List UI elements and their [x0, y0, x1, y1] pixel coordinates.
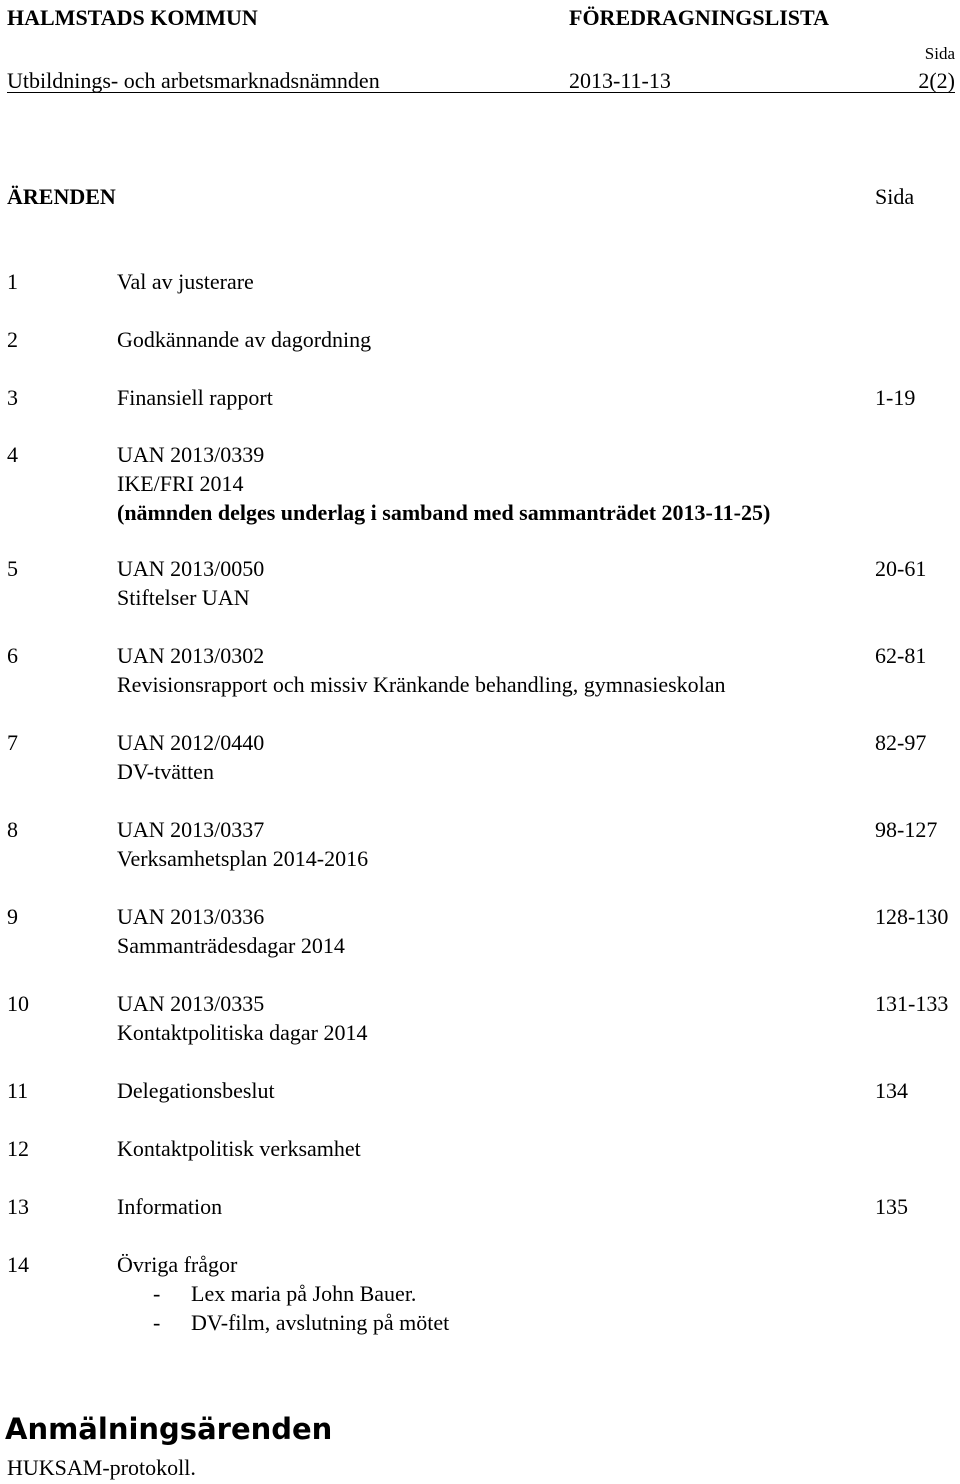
item-text — [117, 902, 345, 960]
item-line: UAN 2013/0337 — [117, 817, 265, 842]
item-text — [117, 641, 726, 699]
item-line: Delegationsbeslut — [117, 1078, 275, 1103]
item-line: UAN 2013/0339 — [117, 442, 265, 467]
item-number: 13 — [7, 1194, 29, 1219]
item-line: UAN 2012/0440 — [117, 730, 265, 755]
item-number: 9 — [7, 904, 18, 929]
item-text — [117, 1192, 222, 1221]
page-label: Sida — [924, 44, 955, 63]
item-pages: 1-19 — [875, 385, 916, 410]
item-line: Verksamhetsplan 2014-2016 — [117, 846, 369, 871]
section-page-column-label: Sida — [875, 184, 915, 209]
item-pages: 20-61 — [875, 556, 927, 581]
item-number: 14 — [7, 1252, 29, 1277]
announcements-title: Anmälningsärenden — [5, 1412, 333, 1446]
item-number: 6 — [7, 643, 18, 668]
item-line: IKE/FRI 2014 — [117, 471, 244, 496]
item-number: 3 — [7, 385, 18, 410]
item-pages: 128-130 — [875, 904, 949, 929]
item-line: UAN 2013/0335 — [117, 991, 265, 1016]
item-number: 12 — [7, 1136, 29, 1161]
item-line: Godkännande av dagordning — [117, 327, 372, 352]
item-number: 11 — [7, 1078, 29, 1103]
item-text — [117, 267, 254, 296]
board-name: Utbildnings- och arbetsmarknadsnämnden — [7, 68, 380, 93]
bullet-text: DV-film, avslutning på mötet — [191, 1310, 450, 1335]
item-number: 10 — [7, 991, 29, 1016]
item-line: UAN 2013/0050 — [117, 556, 265, 581]
item-text — [117, 1076, 275, 1105]
announcements-text: HUKSAM-protokoll. — [7, 1455, 196, 1480]
item-line: Finansiell rapport — [117, 385, 273, 410]
item-number: 5 — [7, 556, 18, 581]
item-line: DV-tvätten — [117, 759, 214, 784]
item-text — [117, 1250, 449, 1337]
item-line: Val av justerare — [117, 269, 254, 294]
item-line: Kontaktpolitisk verksamhet — [117, 1136, 361, 1161]
item-pages: 98-127 — [875, 817, 938, 842]
item-number: 8 — [7, 817, 18, 842]
item-line: UAN 2013/0302 — [117, 643, 265, 668]
item-line: (nämnden delges underlag i samband med sammanträdet 2013-11-25) — [117, 500, 771, 525]
item-pages: 134 — [875, 1078, 908, 1103]
item-pages: 135 — [875, 1194, 908, 1219]
item-line: Information — [117, 1194, 223, 1219]
item-number: 7 — [7, 730, 18, 755]
item-number: 2 — [7, 327, 18, 352]
bullet-dash: - — [153, 1281, 161, 1306]
item-bullet — [117, 1308, 449, 1337]
section-title: ÄRENDEN — [7, 184, 116, 209]
organization-name: HALMSTADS KOMMUN — [7, 5, 258, 30]
item-line: Övriga frågor — [117, 1252, 238, 1277]
item-text — [117, 554, 264, 612]
item-line: UAN 2013/0336 — [117, 904, 265, 929]
bullet-text: Lex maria på John Bauer. — [191, 1281, 417, 1306]
item-pages: 82-97 — [875, 730, 927, 755]
item-line: Revisionsrapport och missiv Kränkande behandling, gymnasieskolan — [117, 672, 726, 697]
item-text — [117, 989, 368, 1047]
meeting-date: 2013-11-13 — [569, 68, 671, 93]
item-text — [117, 383, 273, 412]
item-text — [117, 728, 264, 786]
item-bullet — [117, 1279, 449, 1308]
item-line: Stiftelser UAN — [117, 585, 250, 610]
item-pages: 131-133 — [875, 991, 949, 1016]
item-number: 1 — [7, 269, 18, 294]
bullet-dash: - — [153, 1310, 161, 1335]
item-text — [117, 440, 770, 527]
item-number: 4 — [7, 442, 18, 467]
item-line: Kontaktpolitiska dagar 2014 — [117, 1020, 368, 1045]
item-text — [117, 325, 371, 354]
document-type: FÖREDRAGNINGSLISTA — [569, 5, 829, 30]
item-text — [117, 815, 368, 873]
page-number: 2(2) — [918, 68, 955, 93]
item-text — [117, 1134, 361, 1163]
item-pages: 62-81 — [875, 643, 927, 668]
item-line: Sammanträdesdagar 2014 — [117, 933, 345, 958]
